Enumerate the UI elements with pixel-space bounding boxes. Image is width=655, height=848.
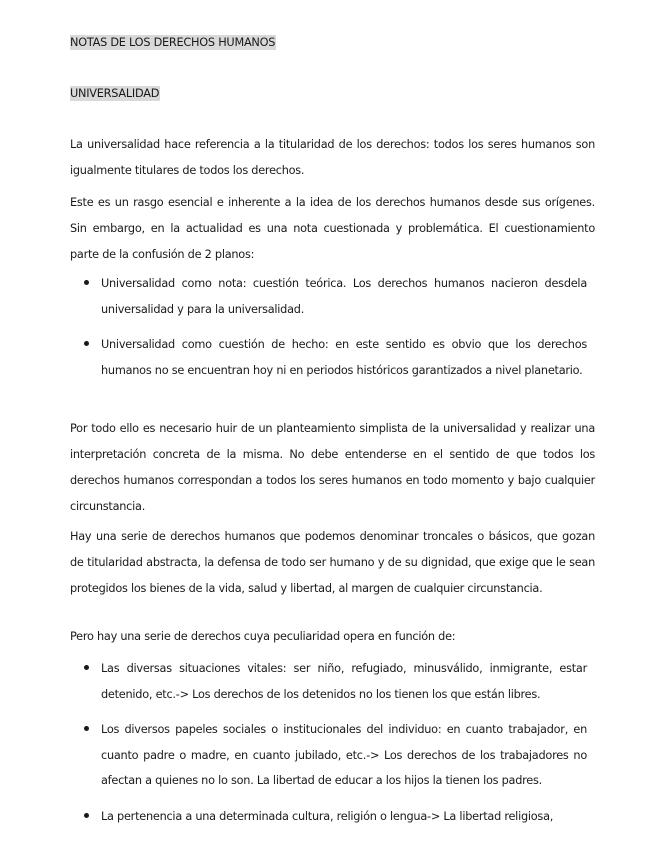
list-item-text: Universalidad como cuestión de hecho: en este sentido es obvio que los derechos humanos no se encuentran hoy ni en periodos históricos garantizados a nivel planetario. — [101, 338, 587, 377]
bullet-icon — [84, 341, 89, 346]
bullet-icon — [84, 280, 89, 285]
paragraph-3: Por todo ello es necesario huir de un planteamiento simplista de la universalidad y realizar una interpretación concreta de la misma. No debe entenderse en el sentido de que todos los derechos humanos correspondan a todos los seres humanos en todo momento y bajo cualquier circunstancia. — [70, 422, 595, 513]
list-item — [70, 332, 587, 383]
list-item — [70, 656, 587, 707]
list-item — [70, 717, 587, 794]
bullet-list-funcion — [70, 656, 587, 839]
bullet-icon — [84, 726, 89, 731]
list-item — [70, 271, 587, 322]
bullet-list-planos — [70, 271, 587, 393]
paragraph-1: La universalidad hace referencia a la titularidad de los derechos: todos los seres humanos son igualmente titulares de todos los derechos. — [70, 138, 595, 177]
paragraph-4: Hay una serie de derechos humanos que podemos denominar troncales o básicos, que gozan de titularidad abstracta, la defensa de todo ser humano y de su dignidad, que exige que le sean protegidos los bienes de la vida, salud y libertad, al margen de cualquier circunstancia. — [70, 530, 595, 595]
bullet-icon — [84, 665, 89, 670]
list-item-text: La pertenencia a una determinada cultura, religión o lengua-> La libertad religiosa, — [101, 809, 554, 823]
list-item-text: Las diversas situaciones vitales: ser niño, refugiado, minusválido, inmigrante, estar detenido, etc.-> Los derechos de los detenidos no los tienen los que están libres. — [101, 662, 587, 701]
list-item-text: Universalidad como nota: cuestión teórica. Los derechos humanos nacieron desdela universalidad y para la universalidad. — [101, 277, 587, 316]
list-item-text: Los diversos papeles sociales o institucionales del individuo: en cuanto trabajador, en cuanto padre o madre, en cuanto jubilado, etc.-> Los derechos de los trabajadores no afectan a quienes no lo son. La libertad de educar a los hijos la tienen los padres. — [101, 723, 587, 787]
document-title-text: NOTAS DE LOS DERECHOS HUMANOS — [70, 36, 276, 49]
bullet-icon — [84, 813, 89, 818]
list-item — [70, 804, 587, 830]
paragraph-5: Pero hay una serie de derechos cuya peculiaridad opera en función de: — [70, 630, 456, 643]
paragraph-2: Este es un rasgo esencial e inherente a la idea de los derechos humanos desde sus orígenes. Sin embargo, en la actualidad es una nota cuestionada y problemática. El cuestionamiento parte de la confusión de 2 planos: — [70, 196, 595, 261]
section-title — [70, 85, 160, 102]
document-title — [70, 34, 276, 51]
section-title-text: UNIVERSALIDAD — [70, 87, 160, 100]
